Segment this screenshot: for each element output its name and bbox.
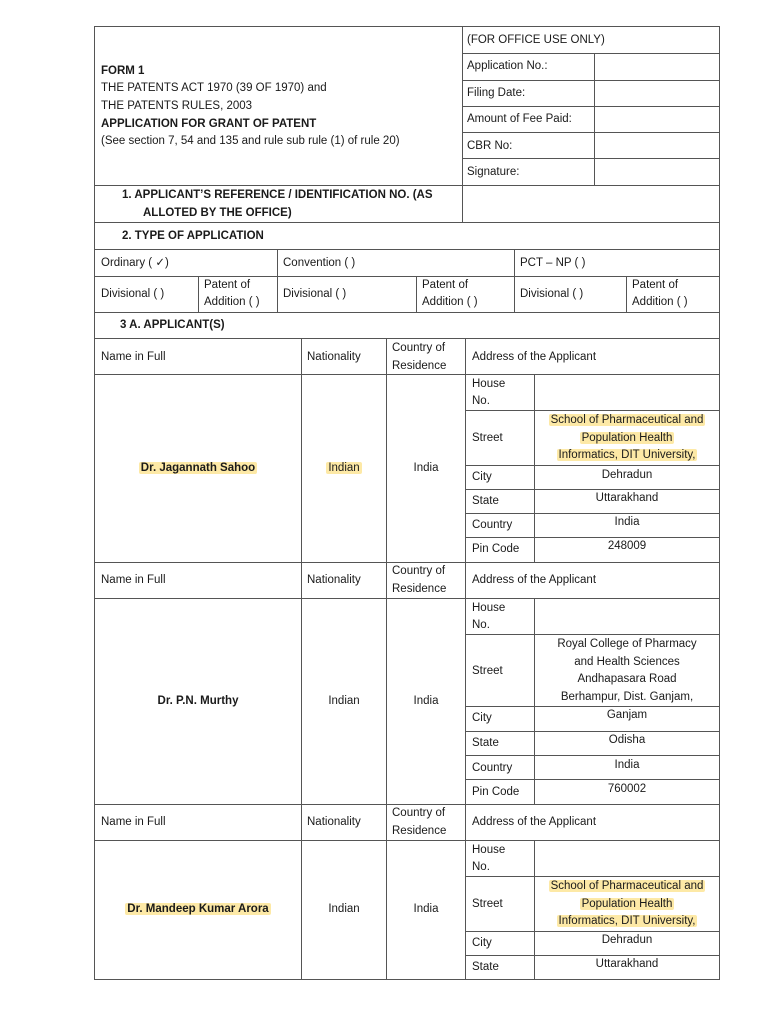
applicant-name-text: Dr. Jagannath Sahoo: [140, 462, 256, 474]
rule: [94, 249, 720, 250]
office-label-filing-date: Filing Date:: [467, 87, 526, 99]
label-state: State: [472, 495, 499, 507]
rule: [94, 338, 720, 339]
option-divisional[interactable]: Divisional ( ): [283, 288, 347, 300]
rule: [94, 26, 95, 980]
applicant-name: [95, 901, 301, 918]
rule: [94, 979, 720, 980]
street-line-text: Informatics, DIT University,: [558, 449, 696, 461]
rule: [386, 338, 387, 980]
value-city: Dehradun: [601, 934, 653, 946]
value-city: Ganjam: [606, 709, 648, 721]
value-street-line: [535, 896, 719, 913]
label-city: City: [472, 471, 492, 483]
header-name-in-full: Name in Full: [101, 574, 166, 586]
label-country: Country: [472, 519, 513, 531]
header-country-of: Country of: [392, 342, 446, 354]
section1-line1: 1. APPLICANT’S REFERENCE / IDENTIFICATION NO. (AS: [122, 189, 433, 201]
rule: [465, 876, 720, 877]
office-label-fee-paid: Amount of Fee Paid:: [467, 113, 572, 125]
value-street-line: [535, 878, 719, 895]
label-city: City: [472, 937, 492, 949]
option-divisional[interactable]: Divisional ( ): [101, 288, 165, 300]
header-address: Address of the Applicant: [472, 574, 597, 586]
header-address: Address of the Applicant: [472, 816, 597, 828]
label-house-no: No.: [472, 861, 490, 873]
rule: [198, 276, 199, 312]
header-name-in-full: Name in Full: [101, 351, 166, 363]
street-line-text: Population Health: [581, 898, 673, 910]
option-addition-label: Patent of: [422, 279, 469, 291]
street-line-text: Population Health: [581, 432, 673, 444]
label-pin-code: Pin Code: [472, 543, 520, 555]
header-residence: Residence: [392, 360, 447, 372]
applicant-name: Dr. P.N. Murthy: [157, 695, 239, 707]
rule: [465, 755, 720, 756]
value-street-line: [535, 913, 719, 930]
value-state: Uttarakhand: [595, 958, 659, 970]
label-street: Street: [472, 432, 503, 444]
label-city: City: [472, 712, 492, 724]
label-street: Street: [472, 665, 503, 677]
value-street-line: and Health Sciences: [574, 656, 680, 668]
rule: [465, 779, 720, 780]
rule: [462, 158, 720, 159]
header-residence: Residence: [392, 583, 447, 595]
rule: [94, 26, 720, 27]
office-label-signature: Signature:: [467, 166, 520, 178]
rule: [301, 338, 302, 980]
option-addition[interactable]: Addition ( ): [204, 296, 260, 308]
value-country: India: [614, 516, 640, 528]
section3-title: 3 A. APPLICANT(S): [120, 319, 225, 331]
label-house: House: [472, 844, 506, 856]
rule: [462, 53, 720, 54]
form-title: FORM 1: [101, 65, 145, 77]
header-country-of: Country of: [392, 565, 446, 577]
rule: [626, 276, 627, 312]
patents-rules-line: THE PATENTS RULES, 2003: [101, 100, 253, 112]
option-addition-label: Patent of: [204, 279, 251, 291]
rule: [514, 249, 515, 312]
office-label-application-no: Application No.:: [467, 60, 548, 72]
option-addition-label: Patent of: [632, 279, 679, 291]
applicant-name-text: Dr. Mandeep Kumar Arora: [127, 903, 269, 915]
header-nationality: Nationality: [307, 574, 361, 586]
rule: [594, 53, 595, 185]
header-address: Address of the Applicant: [472, 351, 597, 363]
rule: [465, 634, 720, 635]
label-house-no: No.: [472, 619, 490, 631]
applicant-name: [95, 460, 301, 477]
value-street-line: [535, 447, 719, 464]
rule: [94, 312, 720, 313]
option-ordinary[interactable]: Ordinary ( ✓): [101, 257, 169, 269]
value-street-line: Royal College of Pharmacy: [557, 638, 697, 650]
header-name-in-full: Name in Full: [101, 816, 166, 828]
applicant-nationality: Indian: [328, 903, 360, 915]
rule: [277, 249, 278, 312]
label-state: State: [472, 737, 499, 749]
rule: [462, 132, 720, 133]
header-country-of: Country of: [392, 807, 446, 819]
rule: [462, 106, 720, 107]
section1-line2: ALLOTED BY THE OFFICE): [143, 207, 292, 219]
applicant-residence: India: [413, 462, 439, 474]
rule: [465, 465, 720, 466]
value-pin-code: 248009: [607, 540, 647, 552]
street-line-text: School of Pharmaceutical and: [550, 414, 704, 426]
label-state: State: [472, 961, 499, 973]
value-state: Uttarakhand: [595, 492, 659, 504]
rule: [462, 80, 720, 81]
option-divisional[interactable]: Divisional ( ): [520, 288, 584, 300]
header-residence: Residence: [392, 825, 447, 837]
section-reference: (See section 7, 54 and 135 and rule sub rule (1) of rule 20): [101, 135, 400, 147]
office-use-title: (FOR OFFICE USE ONLY): [467, 34, 605, 46]
option-pct-np[interactable]: PCT – NP ( ): [520, 257, 586, 269]
rule: [94, 185, 720, 186]
rule: [94, 598, 720, 599]
label-pin-code: Pin Code: [472, 786, 520, 798]
rule: [719, 26, 720, 980]
patents-act-line: THE PATENTS ACT 1970 (39 OF 1970) and: [101, 82, 327, 94]
application-title: APPLICATION FOR GRANT OF PATENT: [101, 118, 317, 130]
value-street-line: [535, 412, 719, 429]
rule: [465, 410, 720, 411]
value-pin-code: 760002: [607, 783, 647, 795]
label-house: House: [472, 602, 506, 614]
value-street-line: Berhampur, Dist. Ganjam,: [560, 691, 694, 703]
label-house: House: [472, 378, 506, 390]
rule: [94, 840, 720, 841]
header-nationality: Nationality: [307, 816, 361, 828]
value-state: Odisha: [608, 734, 646, 746]
option-addition[interactable]: Addition ( ): [422, 296, 478, 308]
value-city: Dehradun: [601, 469, 653, 481]
section2-title: 2. TYPE OF APPLICATION: [122, 230, 264, 242]
label-house-no: No.: [472, 395, 490, 407]
value-country: India: [614, 759, 640, 771]
street-line-text: Informatics, DIT University,: [558, 915, 696, 927]
header-nationality: Nationality: [307, 351, 361, 363]
applicant-nationality: [302, 460, 386, 477]
rule: [465, 338, 466, 980]
option-addition[interactable]: Addition ( ): [632, 296, 688, 308]
option-convention[interactable]: Convention ( ): [283, 257, 356, 269]
value-street-line: Andhapasara Road: [577, 673, 677, 685]
value-street-line: [535, 430, 719, 447]
office-label-cbr-no: CBR No:: [467, 140, 513, 152]
label-country: Country: [472, 762, 513, 774]
rule: [94, 222, 720, 223]
applicant-nationality: Indian: [328, 695, 360, 707]
rule: [416, 276, 417, 312]
label-street: Street: [472, 898, 503, 910]
applicant-residence: India: [413, 903, 439, 915]
applicant-residence: India: [413, 695, 439, 707]
applicant-nationality-text: Indian: [328, 462, 360, 474]
street-line-text: School of Pharmaceutical and: [550, 880, 704, 892]
rule: [462, 26, 463, 222]
